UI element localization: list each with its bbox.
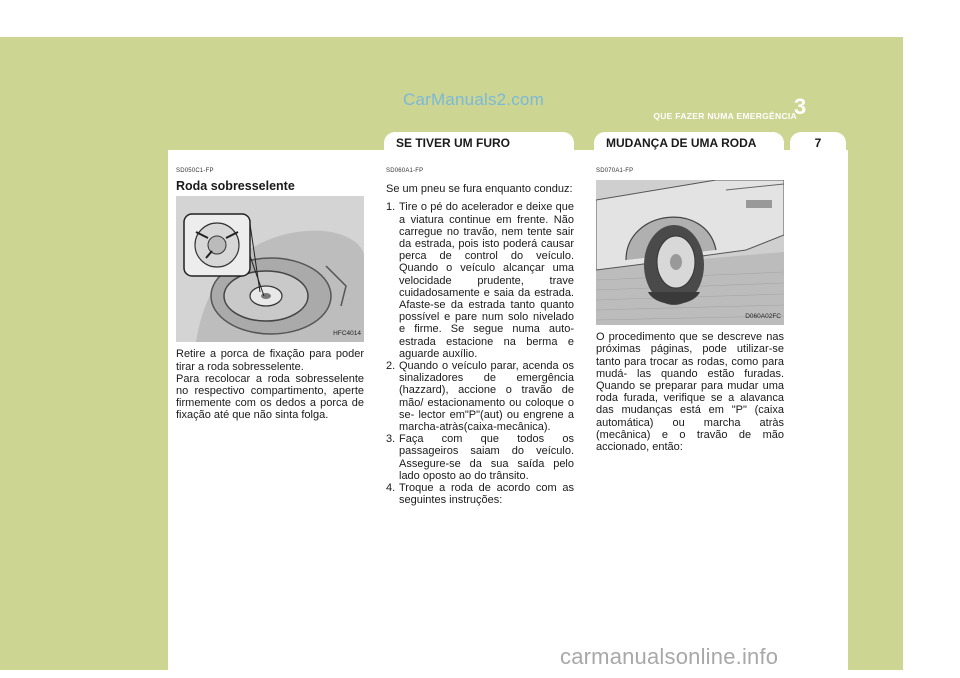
column-spare-wheel — [176, 165, 364, 422]
figure-code: D060A02FC — [745, 313, 781, 320]
chapter-number: 3 — [794, 94, 807, 119]
paragraph: Retire a porca de fixação para poder tirar a roda sobresselente. — [176, 348, 364, 373]
spare-wheel-figure — [176, 196, 364, 342]
column-flat-tyre — [386, 165, 574, 506]
instruction-list — [386, 201, 574, 506]
section-tab-flat-tyre: SE TIVER UM FURO — [384, 132, 574, 154]
page-number: 7 — [790, 132, 846, 154]
flat-tyre-figure — [596, 180, 784, 325]
paragraph: O procedimento que se descreve nas próximas páginas, pode utilizar-se tanto para trocar as rodas, como para mudá- las quando estão furadas. Quando se preparar para mudar uma roda furada, verifique se a alavanca das mudanças está em "P" (caixa automática) ou marcha atràs (mecânica) e o travão de mão accionado, então: — [596, 331, 784, 454]
chapter-title: QUE FAZER NUMA EMERGÊNCIA — [653, 111, 797, 121]
section-code: SD060A1-FP — [386, 168, 424, 174]
section-code: SD050C1-FP — [176, 168, 214, 174]
list-item: 1. Tire o pé do acelerador e deixe que a viatura continue em frente. Não carregue no travão, nem tente sair da estrada, pois isto poderá causar perca de control do veículo. Quando o veículo alcançar uma velocidade prudente, trave cuidadosamente e saia da estrada. Afaste-se da estrada tanto quanto possível e pare num solo nivelado e firme. Se segue numa auto-estrada estacione na berma e aguarde auxílio. — [386, 201, 574, 360]
site-watermark[interactable]: CarManuals2.com — [403, 90, 544, 109]
footer-watermark[interactable]: carmanualsonline.info — [560, 644, 779, 669]
section-tab-wheel-change: MUDANÇA DE UMA RODA — [594, 132, 784, 154]
paragraph: Para recolocar a roda sobresselente no respectivo compartimento, aperte firmemente com os dedos a porca de fixação até que não sinta folga. — [176, 372, 364, 422]
lead-text: Se um pneu se fura enquanto conduz: — [386, 183, 573, 196]
flat-tyre-illustration — [596, 180, 784, 325]
section-heading: Roda sobresselente — [176, 179, 295, 194]
column-wheel-change — [596, 165, 784, 453]
figure-code: HFC4014 — [333, 330, 361, 338]
list-item: 3. Faça com que todos os passageiros saiam do veículo. Assegure-se da sua saída pelo lado oposto ao do trânsito. — [386, 433, 574, 482]
list-item: 2. Quando o veículo parar, acenda os sinalizadores de emergência (hazzard), accione o travão de mão/ estacionamento ou coloque o se- lector em"P"(aut) ou engrene a marcha-atràs(caixa-mecânica). — [386, 360, 574, 434]
spare-wheel-illustration — [176, 196, 364, 342]
section-code: SD070A1-FP — [596, 168, 634, 174]
list-item: 4. Troque a roda de acordo com as seguintes instruções: — [386, 482, 574, 507]
